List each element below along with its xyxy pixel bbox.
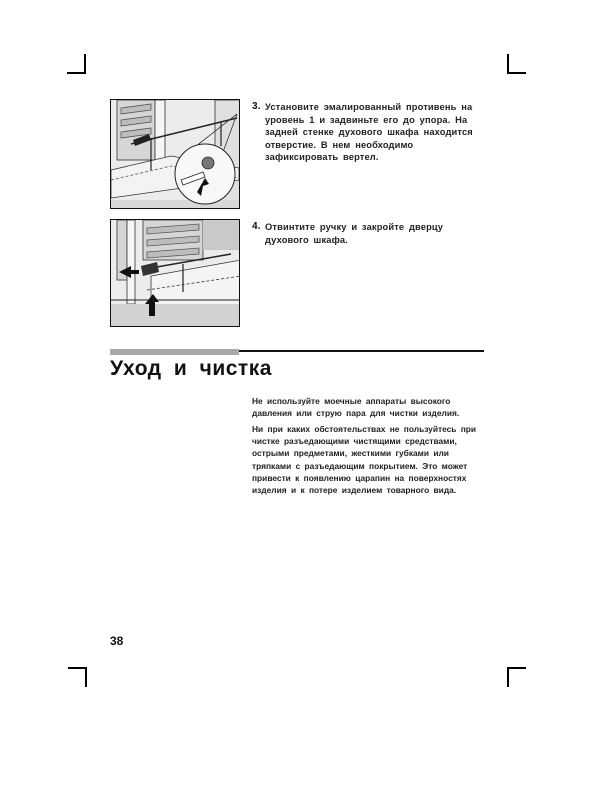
door-closing-illustration bbox=[110, 219, 240, 327]
oven-door-drawing bbox=[111, 220, 240, 327]
step-number: 3. bbox=[252, 101, 261, 112]
section-title: Уход и чистка bbox=[110, 357, 272, 380]
crop-mark-bottom-left bbox=[85, 667, 87, 687]
crop-mark-bottom-right bbox=[507, 667, 509, 687]
spit-insertion-illustration bbox=[110, 99, 240, 209]
oven-interior-drawing bbox=[111, 100, 240, 209]
step-number: 4. bbox=[252, 221, 261, 232]
care-paragraph-2: Ни при каких обстоятельствах не пользуйтесь при чистке разъедающими чистящими средствами, острыми предметами, жесткими губками или тряпками с разъедающим покрытием. Это может привести к появлению царапин на поверхностях изделия и к потере изделием товарного вида. bbox=[252, 424, 477, 496]
section-rule-accent bbox=[110, 349, 239, 355]
step-4 bbox=[252, 221, 489, 246]
step-3 bbox=[252, 101, 489, 164]
step-text: Установите эмалированный противень на уровень 1 и задвиньте его до упора. На задней стенке духового шкафа находится отверстие. В нем необходимо зафиксировать вертел. bbox=[265, 102, 473, 163]
step-text: Отвинтите ручку и закройте дверцу духового шкафа. bbox=[265, 222, 444, 245]
care-paragraph-1: Не используйте моечные аппараты высокого давления или струю пара для чистки изделия. bbox=[252, 396, 460, 419]
crop-mark-bottom-right bbox=[507, 667, 526, 669]
crop-mark-top-right bbox=[507, 54, 509, 74]
crop-mark-top-left bbox=[84, 54, 86, 74]
page-number: 38 bbox=[110, 634, 124, 648]
crop-mark-top-left bbox=[67, 72, 86, 74]
crop-mark-top-right bbox=[507, 72, 526, 74]
